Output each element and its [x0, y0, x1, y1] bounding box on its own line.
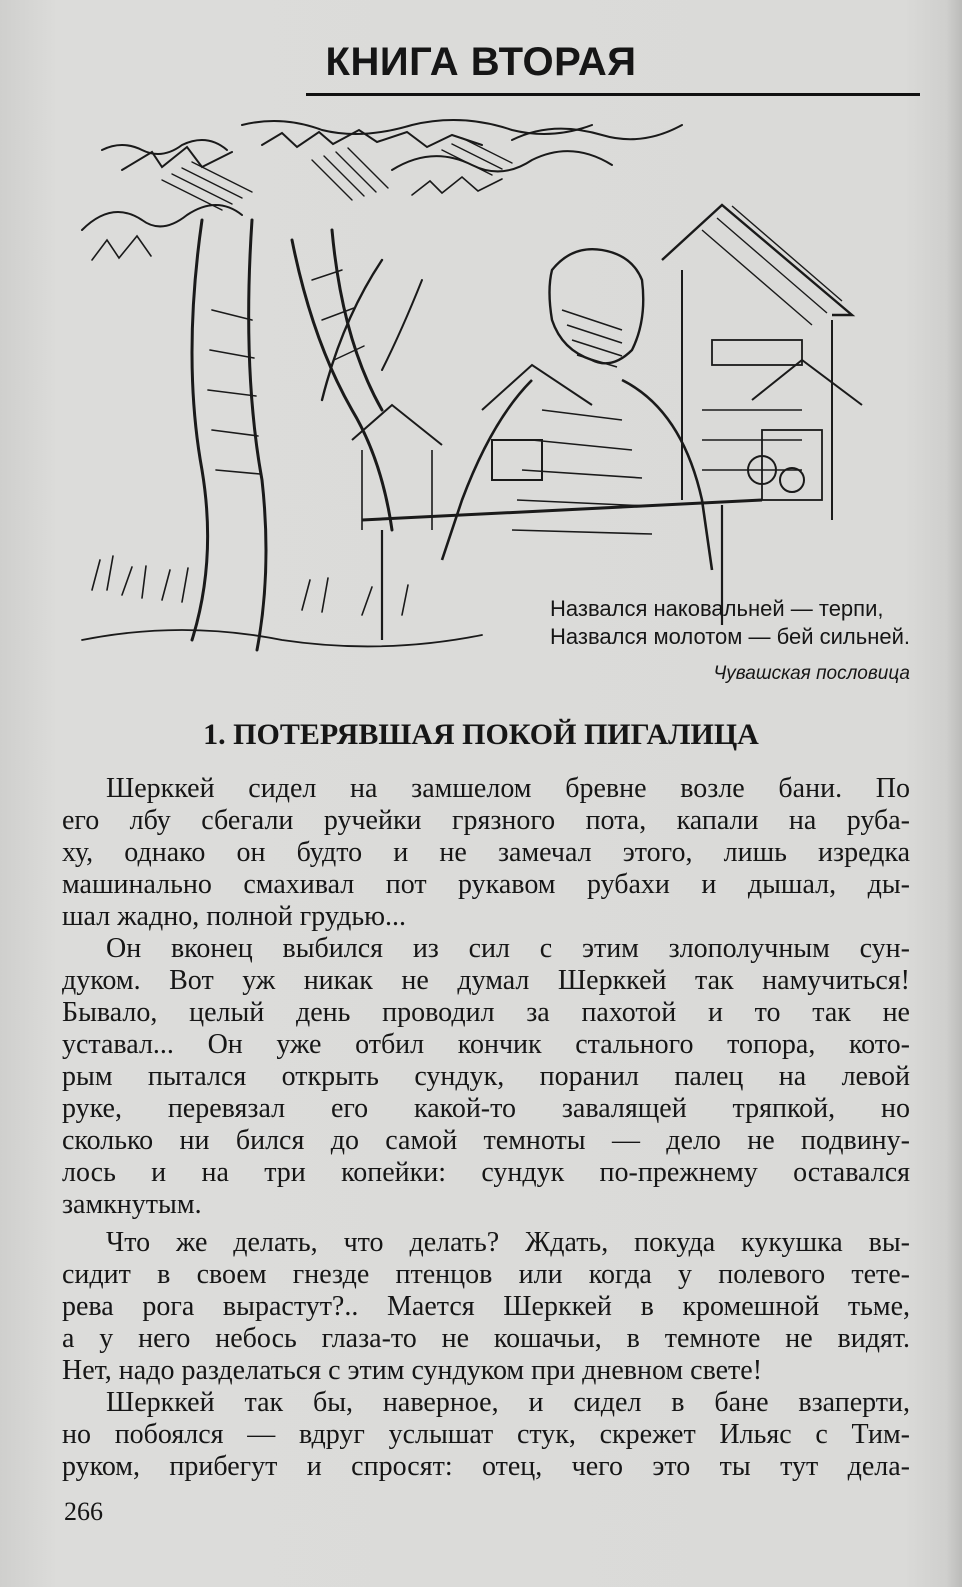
paragraph [62, 933, 910, 1221]
text-line: Нет, надо разделаться с этим сундуком при дневном свете! [62, 1355, 763, 1386]
text-line: Шерккей сидел на замшелом бревне возле бани. По [106, 773, 910, 804]
ink-sketch-illustration [62, 110, 910, 655]
page-number: 266 [64, 1497, 103, 1526]
text-line: ху, однако он будто и не замечал этого, лишь изредка [62, 837, 910, 868]
text-line: а у него небось глаза-то не кошачьи, в темноте не видят. [62, 1323, 910, 1354]
text-line: Он вконец выбился из сил с этим злополучным сун- [106, 933, 910, 964]
body-text [62, 773, 910, 1483]
text-line: Что же делать, что делать? Ждать, покуда кукушка вы- [106, 1227, 910, 1258]
text-line: машинально смахивал пот рукавом рубахи и дышал, ды- [62, 869, 910, 900]
text-line: рым пытался открыть сундук, поранил палец на левой [62, 1061, 910, 1092]
epigraph-line: Назвался наковальней — терпи, [550, 596, 884, 621]
sketch-house-icon [352, 205, 862, 530]
text-line: уставал... Он уже отбил кончик стального топора, кото- [62, 1029, 910, 1060]
text-line: лось и на три копейки: сундук по-прежнему оставался [62, 1157, 910, 1188]
text-line: его лбу сбегали ручейки грязного пота, капали на руба- [62, 805, 910, 836]
sketch-man-icon [362, 249, 804, 640]
epigraph-source: Чувашская пословица [713, 663, 910, 684]
epigraph [550, 595, 910, 651]
text-line: замкнутым. [62, 1189, 202, 1220]
text-line: но побоялся — вдруг услышат стук, скрежет Ильяс с Тим- [62, 1419, 910, 1450]
chapter-title: 1. ПОТЕРЯВШАЯ ПОКОЙ ПИГАЛИЦА [203, 718, 759, 751]
text-line: Бывало, целый день проводил за пахотой и то так не [62, 997, 910, 1028]
epigraph-line: Назвался молотом — бей сильней. [550, 624, 910, 649]
text-line: руке, перевязал его какой-то завалящей тряпкой, но [62, 1093, 910, 1124]
text-line: дуком. Вот уж никак не думал Шерккей так намучиться! [62, 965, 910, 996]
paragraph [62, 1387, 910, 1483]
page-spine-shadow [946, 0, 962, 1587]
paragraph [62, 1227, 910, 1387]
text-line: Шерккей так бы, наверное, и сидел в бане взаперти, [106, 1387, 910, 1418]
text-line: сидит в своем гнезде птенцов или когда у полевого тете- [62, 1259, 910, 1290]
text-line: руком, прибегут и спросят: отец, чего это ты тут дела- [62, 1451, 910, 1482]
text-line: сколько ни бился до самой темноты — дело не подвину- [62, 1125, 910, 1156]
book-title: КНИГА ВТОРАЯ [325, 40, 637, 84]
paragraph [62, 773, 910, 933]
text-line: рева рога вырастут?.. Мается Шерккей в кромешной тьме, [62, 1291, 910, 1322]
text-line: шал жадно, полной грудью... [62, 901, 407, 932]
title-rule [306, 93, 920, 96]
